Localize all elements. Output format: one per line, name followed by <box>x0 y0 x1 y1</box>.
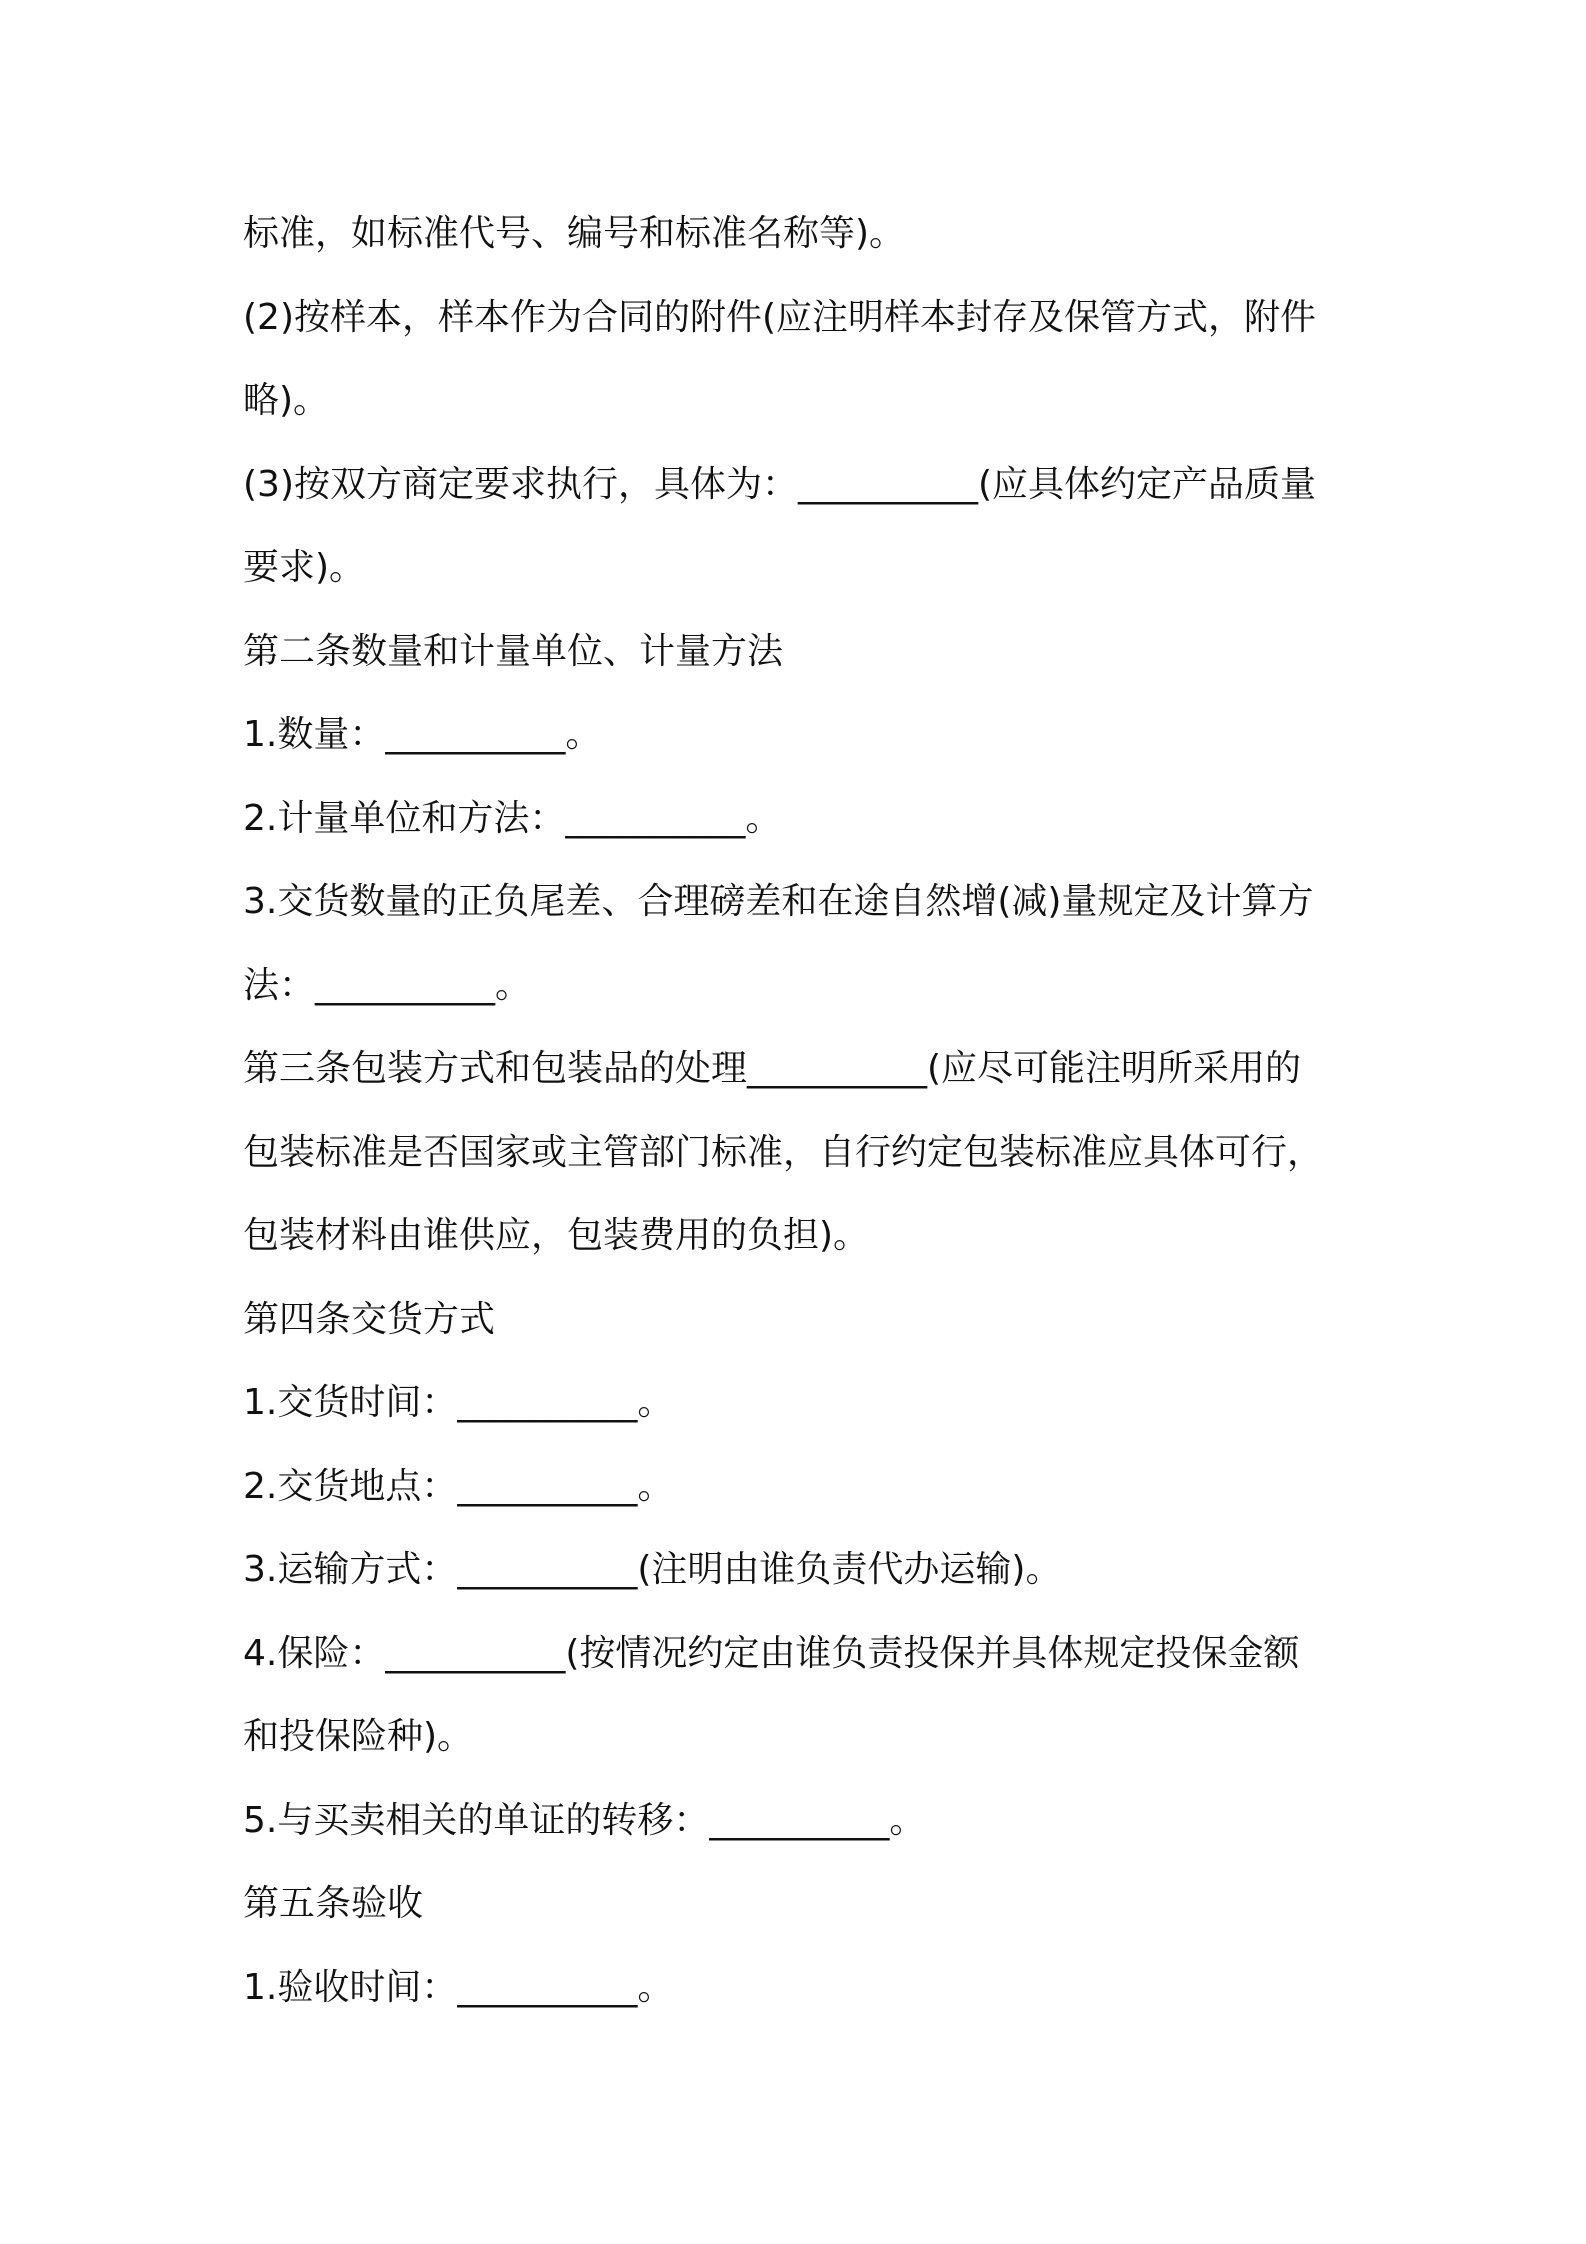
text-line: 包装材料由谁供应，包装费用的负担)。 <box>243 1215 870 1256</box>
text-line: 5.与买卖相关的单证的转移：__________。 <box>243 1799 926 1841</box>
text-line: 标准，如标准代号、编号和标准名称等)。 <box>243 213 906 254</box>
text-line: 1.验收时间：__________。 <box>243 1966 674 2008</box>
text-line: 4.保险：__________(按情况约定由谁负责投保并具体规定投保金额 <box>243 1632 1300 1674</box>
text-line: (2)按样本，样本作为合同的附件(应注明样本封存及保管方式，附件 <box>243 296 1317 338</box>
document-body <box>243 192 1363 2029</box>
text-line: 和投保险种)。 <box>243 1716 474 1757</box>
text-line: 要求)。 <box>243 547 366 588</box>
text-line: 1.数量：__________。 <box>243 714 602 755</box>
text-line: 包装标准是否国家或主管部门标准，自行约定包装标准应具体可行， <box>243 1131 1324 1173</box>
article-heading: 第三条包装方式和包装品的处理__________(应尽可能注明所采用的 <box>243 1048 1302 1089</box>
text-line: 1.交货时间：__________。 <box>243 1382 674 1423</box>
text-line: 法：__________。 <box>243 964 532 1006</box>
text-line: 3.运输方式：__________(注明由谁负责代办运输)。 <box>243 1549 1062 1590</box>
text-line: 2.计量单位和方法：__________。 <box>243 797 782 839</box>
text-line: 2.交货地点：__________。 <box>243 1465 674 1507</box>
article-heading: 第四条交货方式 <box>243 1298 496 1340</box>
article-heading: 第五条验收 <box>243 1883 424 1924</box>
text-line: (3)按双方商定要求执行，具体为：__________(应具体约定产品质量 <box>243 463 1317 505</box>
text-line: 略)。 <box>243 380 330 421</box>
text-line: 3.交货数量的正负尾差、合理磅差和在途自然增(减)量规定及计算方 <box>243 881 1314 922</box>
article-heading: 第二条数量和计量单位、计量方法 <box>243 630 784 672</box>
